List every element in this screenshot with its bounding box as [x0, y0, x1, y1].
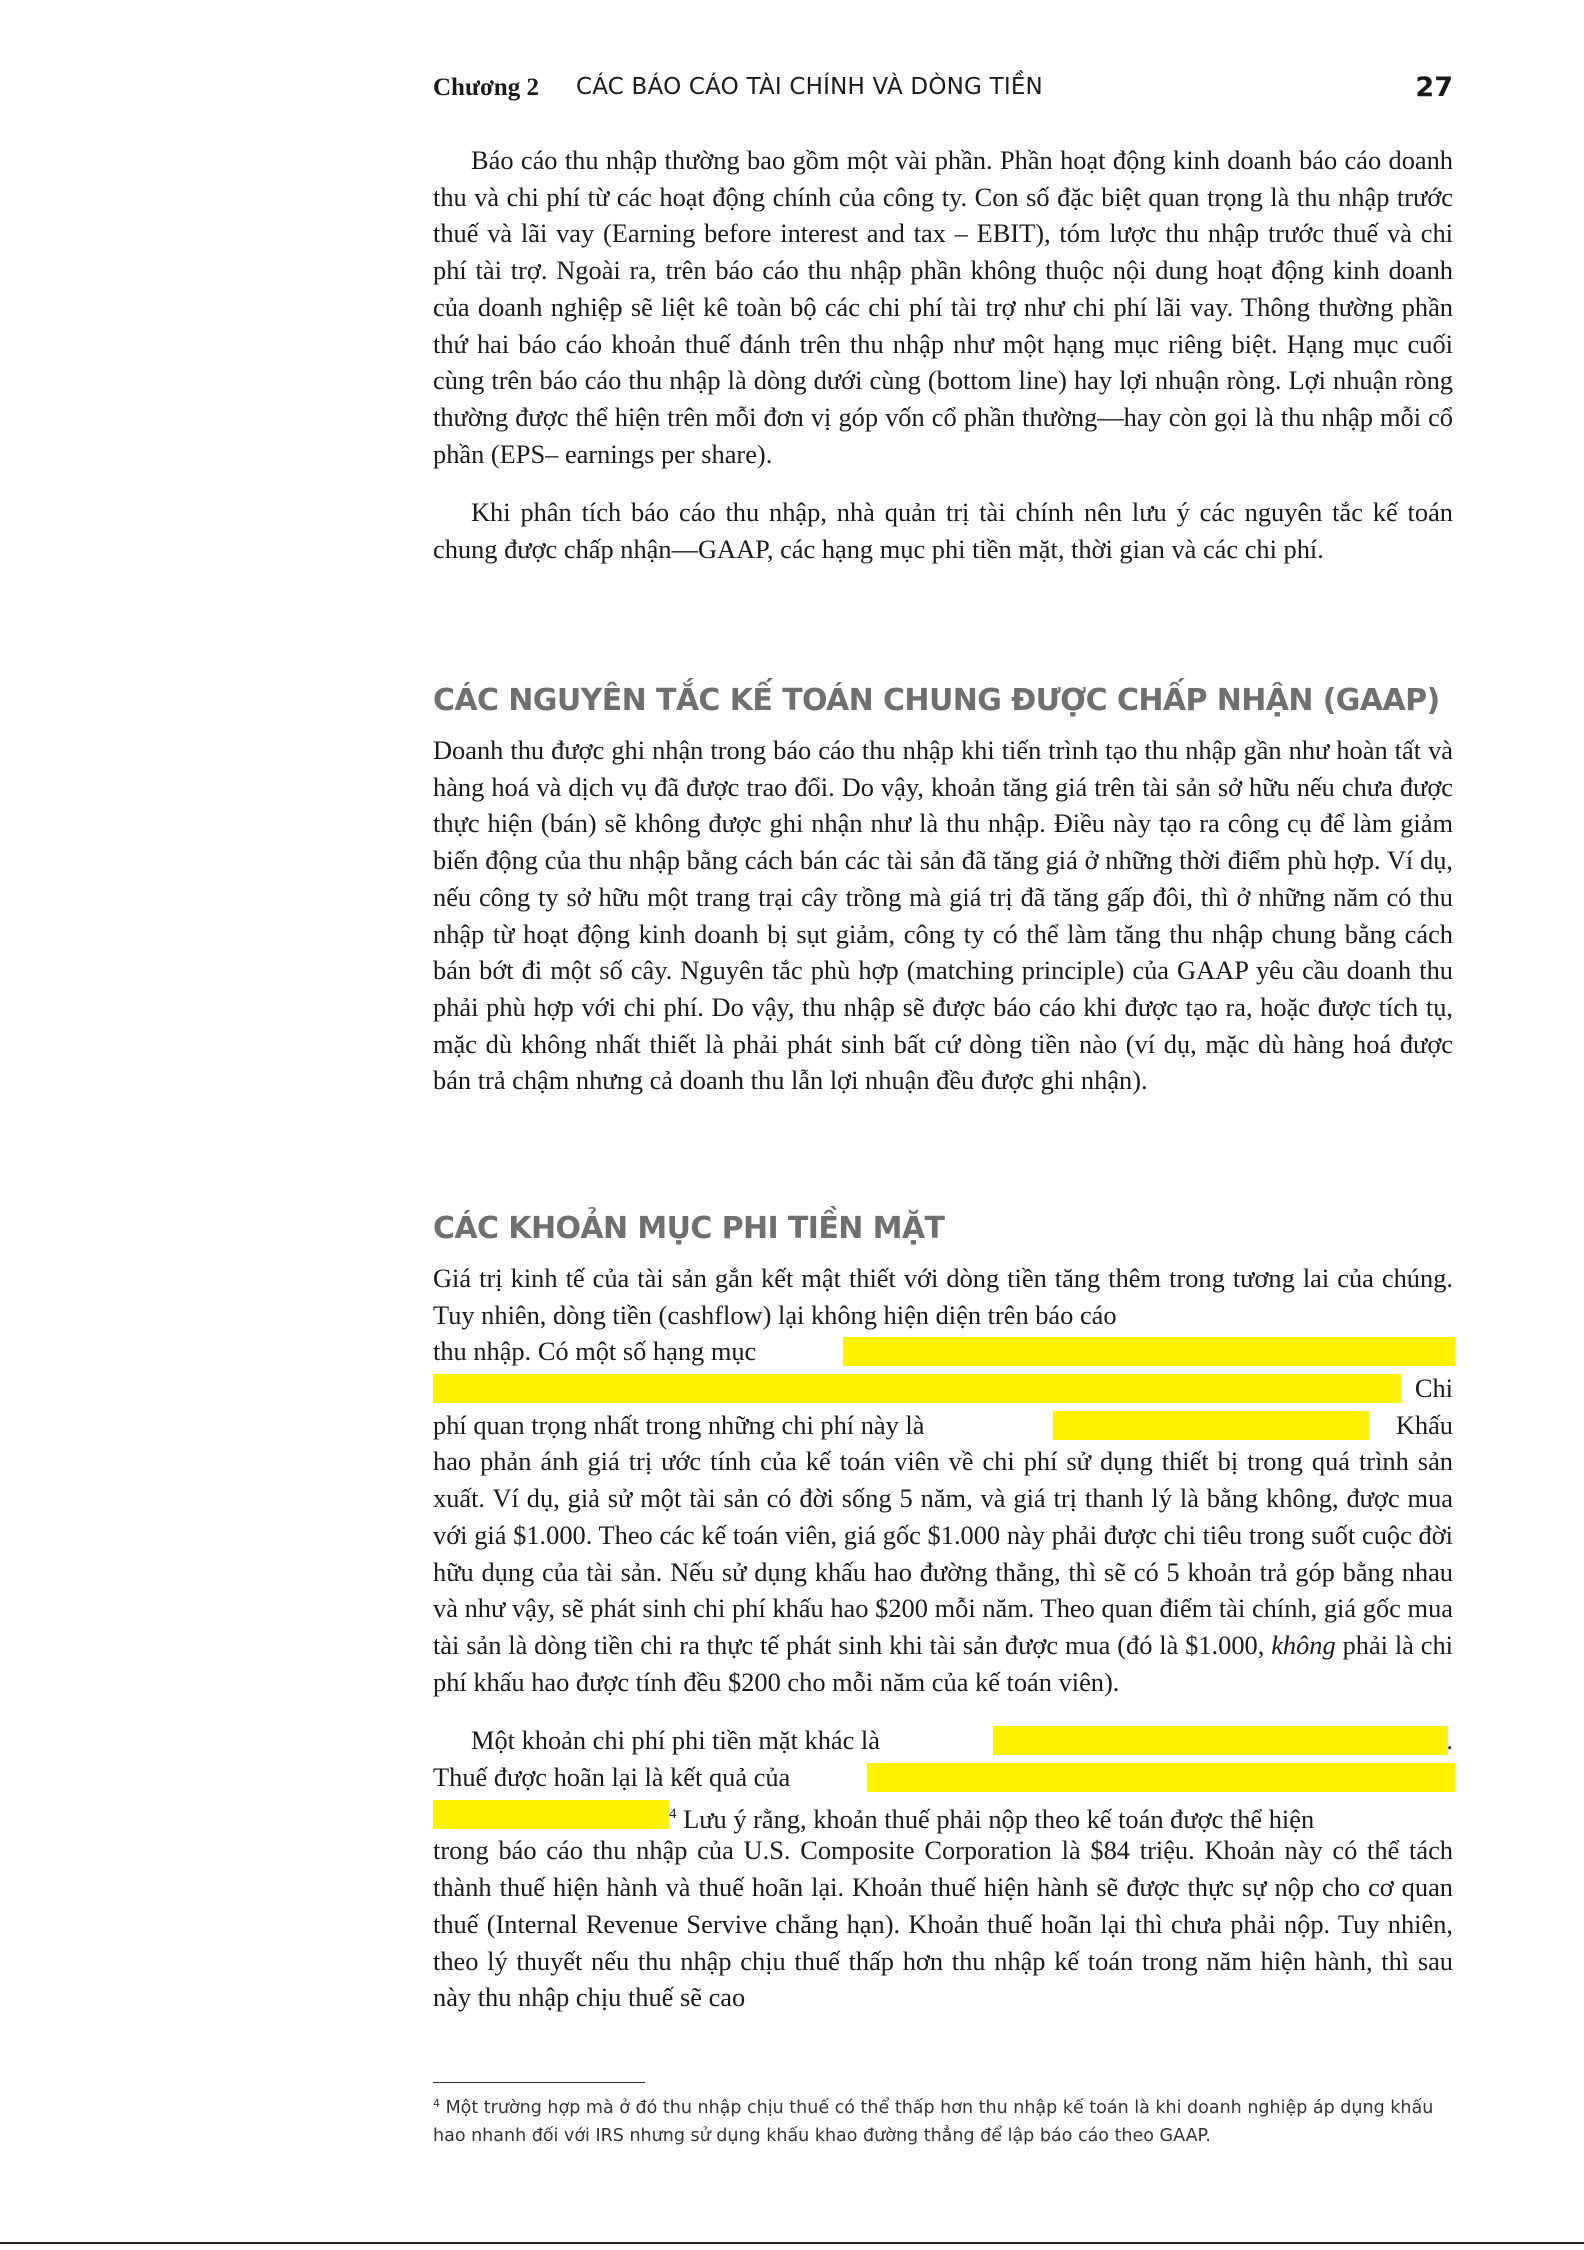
- page-bottom-border: [0, 2242, 1584, 2244]
- footnote-ref: 4: [669, 1805, 677, 1822]
- noncash-line-3-text: thu nhập. Có một số hạng mục: [433, 1336, 757, 1367]
- noncash-line-4: [433, 1370, 1453, 1407]
- deferred-line-2: [433, 1759, 1453, 1796]
- highlight-redaction: [433, 1800, 669, 1829]
- highlight-redaction: [1053, 1411, 1369, 1440]
- footnote-text: Một trường hợp mà ở đó thu nhập chịu thuế có thể thấp hơn thu nhập kế toán là khi doanh nghiệp áp dụng khấu hao nhanh đối với IRS nhưng sử dụng khấu khao đường thẳng để lập báo cáo theo GAAP.: [433, 2098, 1434, 2146]
- noncash-line-5: [433, 1407, 1453, 1444]
- noncash-section: [433, 1198, 1453, 2016]
- deferred-line-1-end: .: [1446, 1725, 1453, 1756]
- highlight-redaction: [993, 1726, 1448, 1755]
- highlight-redaction: [433, 1374, 1401, 1403]
- chapter-title: CÁC BÁO CÁO TÀI CHÍNH VÀ DÒNG TIỀN: [576, 74, 1043, 100]
- footnote: [433, 2090, 1453, 2150]
- highlight-redaction: [843, 1337, 1455, 1366]
- noncash-lines-1-2: Giá trị kinh tế của tài sản gắn kết mật thiết với dòng tiền tăng thêm trong tương lai của chúng. Tuy nhiên, dòng tiền (cashflow) lại không hiện diện trên báo cáo: [433, 1263, 1453, 1330]
- chapter-label: Chương 2: [433, 74, 539, 101]
- noncash-rest-italic: không: [1271, 1629, 1336, 1660]
- deferred-line-1: [433, 1722, 1453, 1759]
- noncash-line-3: [433, 1333, 1453, 1370]
- deferred-line-3: [433, 1796, 1453, 1833]
- deferred-line-3-text: Lưu ý rằng, khoản thuế phải nộp theo kế toán được thể hiện: [683, 1803, 1315, 1834]
- noncash-line-5-text: phí quan trọng nhất trong những chi phí này là: [433, 1409, 925, 1440]
- gaap-paragraph: Doanh thu được ghi nhận trong báo cáo thu nhập khi tiến trình tạo thu nhập gần như hoàn tất và hàng hoá và dịch vụ đã được trao đổi. Do vậy, khoản tăng giá trên tài sản sở hữu nếu chưa được thực hiện (bán) sẽ không được ghi nhận như là thu nhập. Điều này tạo ra công cụ để làm giảm biến động của thu nhập bằng cách bán các tài sản đã tăng giá ở những thời điểm phù hợp. Ví dụ, nếu công ty sở hữu một trang trại cây trồng mà giá trị đã tăng gấp đôi, thì ở những năm có thu nhập từ hoạt động kinh doanh bị sụt giảm, công ty có thể làm tăng thu nhập chung bằng cách bán bớt đi một số cây. Nguyên tắc phù hợp (matching principle) của GAAP yêu cầu doanh thu phải phù hợp với chi phí. Do vậy, thu nhập sẽ được báo cáo khi được tạo ra, hoặc được tích tụ, mặc dù không nhất thiết là phải phát sinh bất cứ dòng tiền nào (ví dụ, mặc dù hàng hoá được bán trả chậm nhưng cả doanh thu lẫn lợi nhuận đều được ghi nhận).: [433, 735, 1453, 1096]
- gaap-heading: CÁC NGUYÊN TẮC KẾ TOÁN CHUNG ĐƯỢC CHẤP NHẬN (GAAP): [433, 683, 1440, 718]
- intro-section: [433, 142, 1453, 568]
- gaap-section: [433, 670, 1453, 1099]
- deferred-line-1-text: Một khoản chi phí phi tiền mặt khác là: [471, 1725, 880, 1756]
- noncash-heading: CÁC KHOẢN MỤC PHI TIỀN MẶT: [433, 1211, 945, 1246]
- intro-paragraph-2: Khi phân tích báo cáo thu nhập, nhà quản trị tài chính nên lưu ý các nguyên tắc kế toán chung được chấp nhận—GAAP, các hạng mục phi tiền mặt, thời gian và các chi phí.: [433, 497, 1453, 565]
- noncash-paragraph-rest: [433, 1443, 1453, 1700]
- document-page: [433, 0, 1453, 2250]
- deferred-paragraph-rest: trong báo cáo thu nhập của U.S. Composite Corporation là $84 triệu. Khoản này có thể tách thành thuế hiện hành và thuế hoãn lại. Khoản thuế hiện hành sẽ được thực sự nộp cho cơ quan thuế (Internal Revenue Servive chẳng hạn). Khoản thuế hoãn lại thì chưa phải nộp. Tuy nhiên, theo lý thuyết nếu thu nhập chịu thuế thấp hơn thu nhập kế toán trong năm hiện hành, thì sau này thu nhập chịu thuế sẽ cao: [433, 1835, 1453, 2013]
- intro-paragraph-1: Báo cáo thu nhập thường bao gồm một vài phần. Phần hoạt động kinh doanh báo cáo doanh thu và chi phí từ các hoạt động chính của công ty. Con số đặc biệt quan trọng là thu nhập trước thuế và lãi vay (Earning before interest and tax – EBIT), tóm lược thu nhập trước thuế và chi phí tài trợ. Ngoài ra, trên báo cáo thu nhập phần không thuộc nội dung hoạt động kinh doanh của doanh nghiệp sẽ liệt kê toàn bộ các chi phí tài trợ như chi phí lãi vay. Thông thường phần thứ hai báo cáo khoản thuế đánh trên thu nhập như một hạng mục riêng biệt. Hạng mục cuối cùng trên báo cáo thu nhập là dòng dưới cùng (bottom line) hay lợi nhuận ròng. Lợi nhuận ròng thường được thể hiện trên mỗi đơn vị góp vốn cổ phần thường—hay còn gọi là thu nhập mỗi cổ phần (EPS– earnings per share).: [433, 145, 1453, 469]
- noncash-rest-text: hao phản ánh giá trị ước tính của kế toán viên về chi phí sử dụng thiết bị trong quá trình sản xuất. Ví dụ, giả sử một tài sản có đời sống 5 năm, và giá trị thanh lý là bằng không, được mua với giá $1.000. Theo các kế toán viên, giá gốc $1.000 này phải được chi tiêu trong suốt cuộc đời hữu dụng của tài sản. Nếu sử dụng khấu hao đường thẳng, thì sẽ có 5 khoản trả góp bằng nhau và như vậy, sẽ phát sinh chi phí khấu hao $200 mỗi năm. Theo quan điểm tài chính, giá gốc mua tài sản là dòng tiền chi ra thực tế phát sinh khi tài sản được mua (đó là $1.000,: [433, 1446, 1453, 1660]
- highlight-redaction: [867, 1763, 1455, 1792]
- page-number: 27: [1415, 72, 1453, 103]
- noncash-line-4-text: Chi: [1414, 1373, 1453, 1404]
- footnote-divider: [433, 2082, 645, 2083]
- noncash-rest-end: phải là chi phí khấu hao được tính đều $200 cho mỗi năm của kế toán viên).: [433, 1629, 1453, 1697]
- noncash-line-5-end: Khấu: [1395, 1409, 1453, 1440]
- deferred-line-2-text: Thuế được hoãn lại là kết quả của: [433, 1762, 791, 1793]
- footnote-marker: 4: [433, 2097, 440, 2110]
- page-header: [433, 74, 1453, 110]
- deferred-line-3-content: [669, 1796, 1314, 1838]
